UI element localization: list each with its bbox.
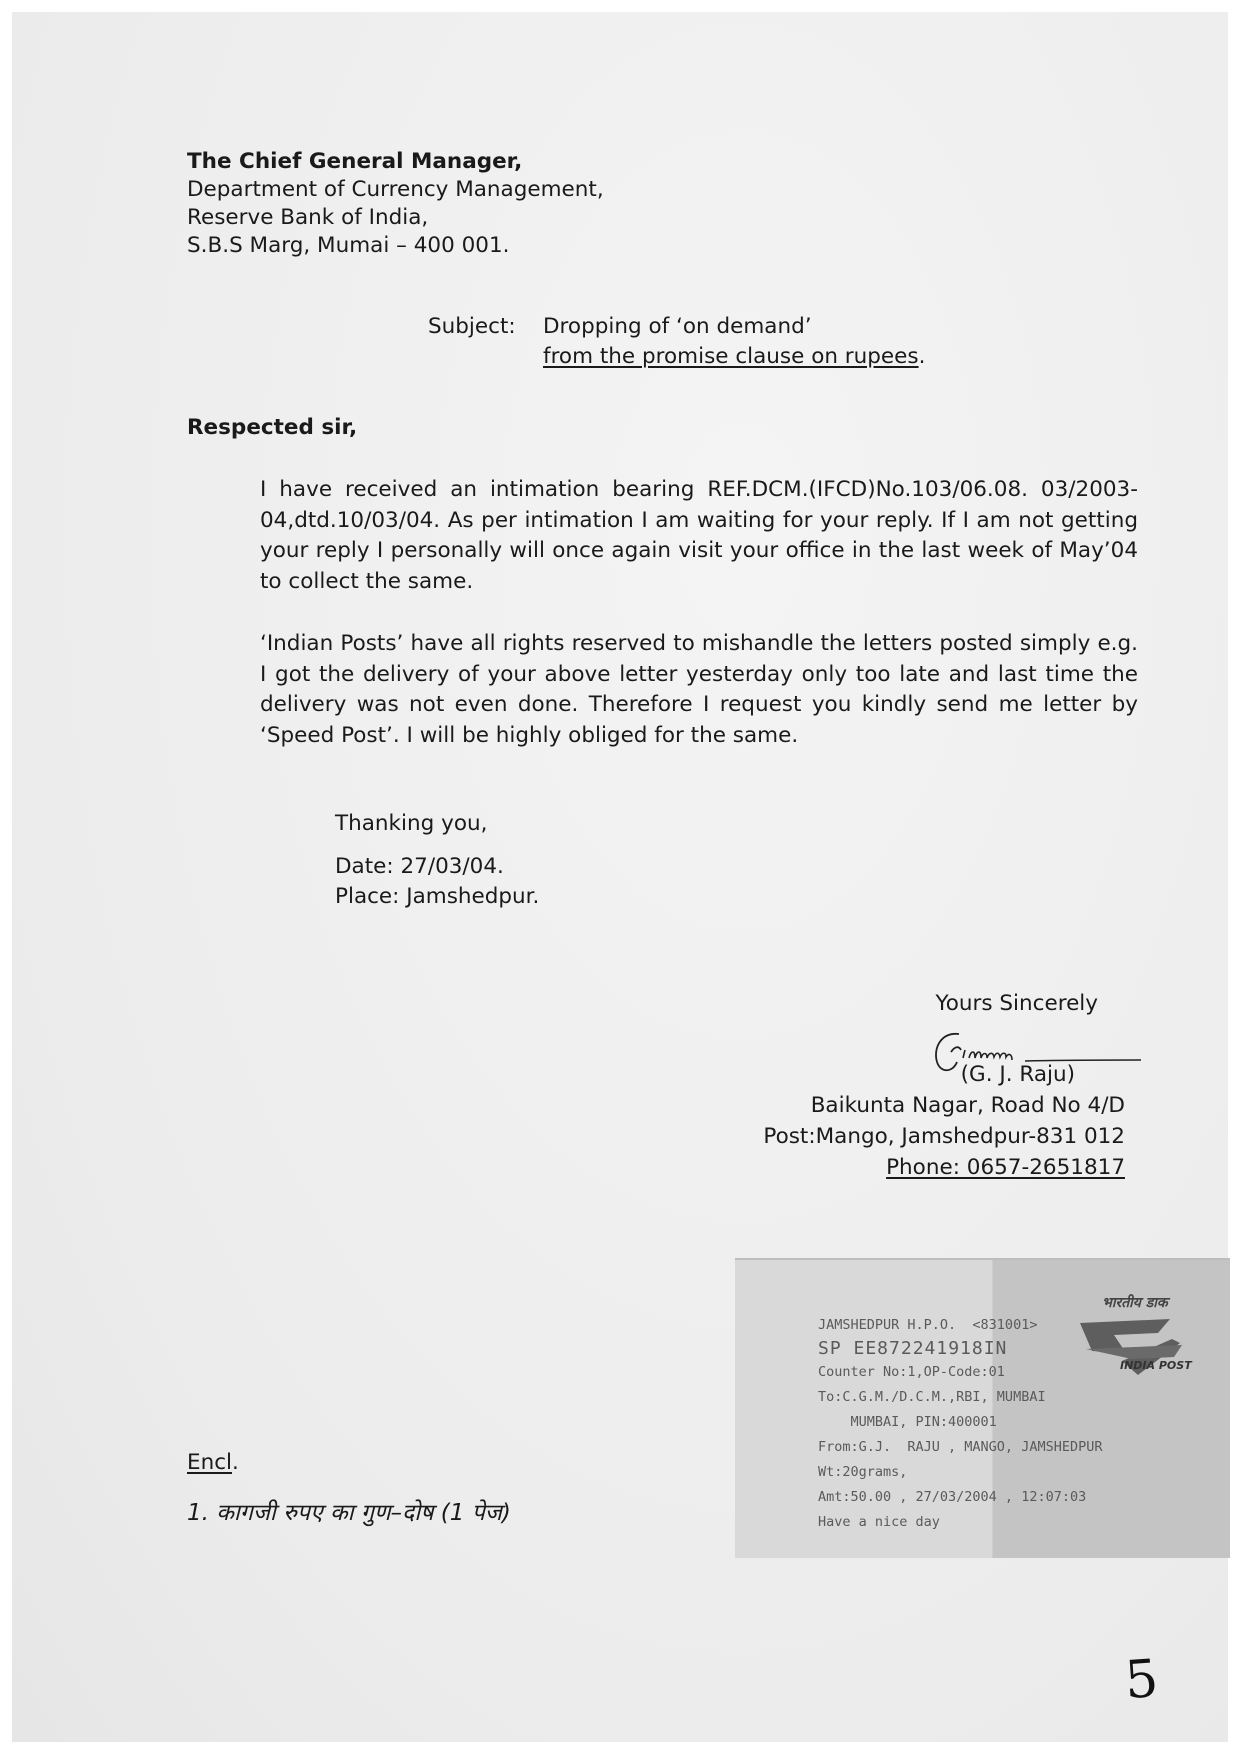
signoff-block — [763, 988, 1125, 1183]
recipient-line: Reserve Bank of India, — [187, 205, 429, 230]
valediction: Yours Sincerely — [935, 991, 1098, 1016]
closing-date: Date: 27/03/04. — [335, 854, 504, 879]
subject-label: Subject: — [428, 314, 516, 339]
india-post-envelope-icon — [1062, 1293, 1212, 1388]
subject-line-2 — [543, 343, 925, 371]
closing-thanks: Thanking you, — [335, 811, 488, 836]
india-post-logo-text: INDIA POST — [1120, 1359, 1192, 1372]
signer-name: (G. J. Raju) — [960, 1062, 1075, 1087]
body-paragraph-1 — [260, 475, 1138, 597]
handwritten-signature — [929, 1028, 1149, 1076]
enclosure-label: Encl — [187, 1450, 233, 1475]
enclosure-label-end: . — [232, 1450, 239, 1475]
subject-line-2-text: from the promise clause on rupees — [543, 344, 919, 369]
body-paragraph-2 — [260, 629, 1138, 751]
receipt-line: JAMSHEDPUR H.P.O. <831001> — [818, 1317, 1038, 1333]
handwritten-page-number: 5 — [1122, 1648, 1161, 1712]
subject-line-1: Dropping of ‘on demand’ — [543, 314, 812, 339]
receipt-line: MUMBAI, PIN:400001 — [818, 1414, 997, 1430]
receipt-line: From:G.J. RAJU , MANGO, JAMSHEDPUR — [818, 1439, 1103, 1455]
recipient-title: The Chief General Manager, — [187, 149, 523, 174]
recipient-line: S.B.S Marg, Mumai – 400 001. — [187, 233, 510, 258]
receipt-line: Counter No:1,OP-Code:01 — [818, 1364, 1005, 1380]
receipt-line: To:C.G.M./D.C.M.,RBI, MUMBAI — [818, 1389, 1046, 1405]
subject-line-2-end: . — [918, 344, 926, 369]
receipt-line: Have a nice day — [818, 1514, 940, 1530]
receipt-lines — [818, 1313, 1102, 1535]
enclosure-label-row — [187, 1449, 239, 1477]
body-paragraph-text: I have received an intimation bearing REF.DCM.(IFCD)No.103/06.08. 03/2003-04,dtd.10/03/04. As per intimation I am waiting for your reply. If I am not getting your reply I personally will once again visit your office in the last week of May’04 to collect the same. — [260, 477, 1138, 594]
closing-place: Place: Jamshedpur. — [335, 884, 540, 909]
receipt-line: Wt:20grams, — [818, 1464, 908, 1480]
salutation: Respected sir, — [187, 415, 358, 440]
enclosure-item: 1. कागजी रुपए का गुण–दोष (1 पेज) — [187, 1500, 511, 1526]
speed-post-receipt — [735, 1258, 1230, 1558]
recipient-line: Department of Currency Management, — [187, 177, 604, 202]
receipt-tracking-number: SP EE872241918IN — [818, 1338, 1008, 1359]
india-post-logo — [1062, 1293, 1212, 1388]
india-post-logo-hindi: भारतीय डाक — [1102, 1295, 1168, 1311]
letter-page — [12, 12, 1228, 1742]
receipt-line: Amt:50.00 , 27/03/2004 , 12:07:03 — [818, 1489, 1087, 1505]
signer-phone: Phone: 0657-2651817 — [886, 1155, 1125, 1180]
signer-address-1: Baikunta Nagar, Road No 4/D — [810, 1093, 1125, 1118]
body-paragraph-text: ‘Indian Posts’ have all rights reserved to mishandle the letters posted simply e.g. I got the delivery of your above letter yesterday only too late and last time the delivery was not even done. Therefore I request you kindly send me letter by ‘Speed Post’. I will be highly obliged for the same. — [260, 631, 1138, 748]
signer-address-2: Post:Mango, Jamshedpur-831 012 — [763, 1124, 1125, 1149]
